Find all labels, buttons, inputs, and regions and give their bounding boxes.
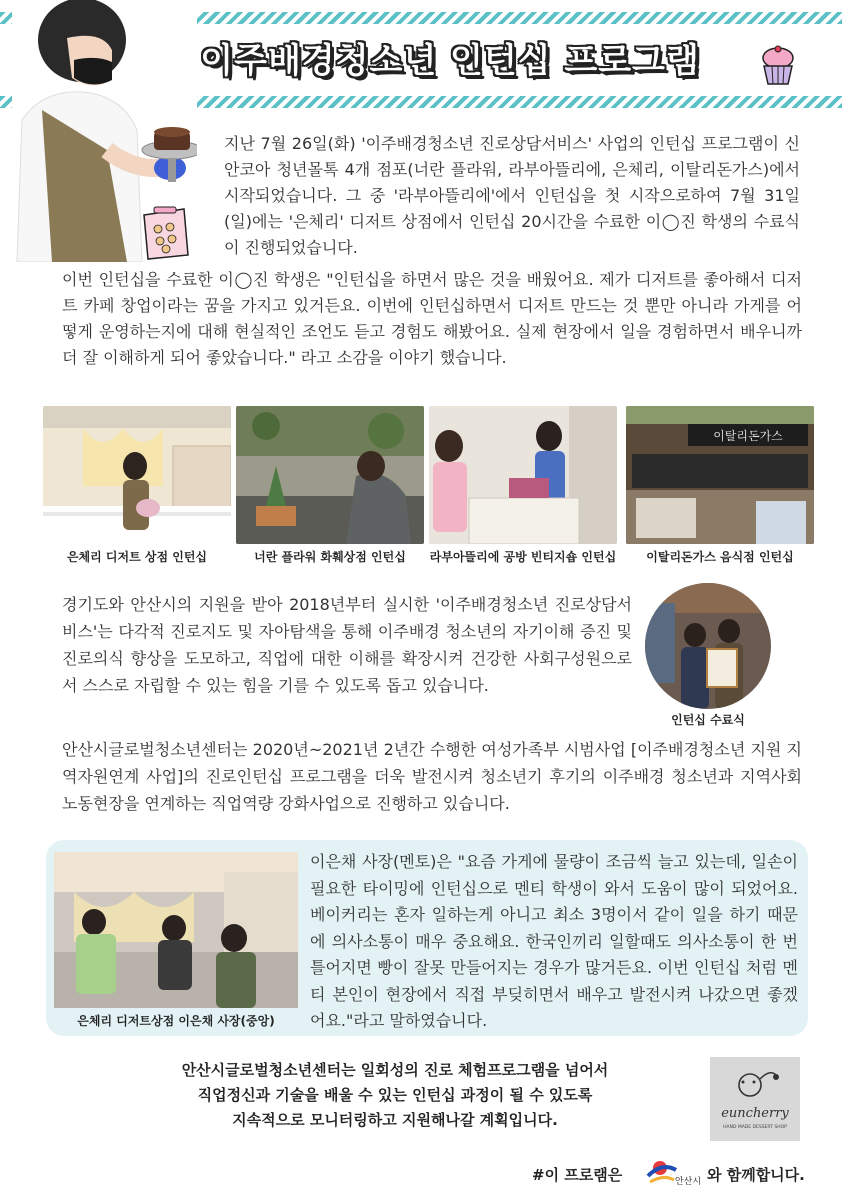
cupcake-icon xyxy=(758,44,798,86)
mentor-photo-caption: 은체리 디저트상점 이은채 사장(중앙) xyxy=(77,1014,275,1028)
mentor-photo xyxy=(54,852,298,1008)
photo-euncherry xyxy=(43,406,231,544)
student-quote-paragraph: 이번 인턴십을 수료한 이◯진 학생은 "인턴십을 하면서 많은 것을 배웠어요. 제가 디저트를 좋아해서 디저트 카페 창업이라는 꿈을 가지고 있거든요. 이번에 인턴십하면서 디저트 만드는 것 뿐만 아니라 가게를 어떻게 운영하는지에 대해 현실적인 조언도 듣고 경험도 해봤어요. 실제 현장에서 일을 경험하면서 배우니까 더 잘 이해하게 되어 좋았습니다." 라고 소감을 이야기 했습니다. xyxy=(62,270,802,367)
ansan-city-logo xyxy=(644,1154,704,1190)
photo-caption-italy-donkatsu: 이탈리돈가스 음식점 인턴십 xyxy=(646,550,794,564)
closing-line-3: 지속적으로 모니터링하고 지원해나갈 계획입니다. xyxy=(232,1111,558,1129)
closing-line-1: 안산시글로벌청소년센터는 일회성의 진로 체험프로그램을 넘어서 xyxy=(181,1061,609,1079)
photo-caption-atelier: 라부아뜰리에 공방 빈티지숍 인턴십 xyxy=(429,550,617,564)
mentor-quote-paragraph: 이은채 사장(멘토)은 "요즘 가게에 물량이 조금씩 늘고 있는데, 일손이 필요한 타이밍에 인턴십으로 멘티 학생이 와서 도움이 많이 되었어요. 베이커리는 혼자 일하는게 아니고 최소 3명이서 같이 일을 하기 때문에 의사소통이 매우 중요해요. 한국인끼리 일할때도 의사소통이 한 번 틀어지면 빵이 잘못 만들어지는 경우가 많거든요. 이번 인턴십 처럼 멘티 본인이 현장에서 직접 부딪히면서 배우고 발전시켜 나갔으면 좋겠어요."라고 말하였습니다. xyxy=(310,852,798,1030)
ansan-city-label: 안산시 xyxy=(674,1177,702,1187)
certificate-ceremony-photo xyxy=(645,583,771,709)
footer-prefix: #이 프로램은 xyxy=(532,1166,623,1184)
photo-italy-donkatsu xyxy=(626,406,814,544)
center-description-paragraph: 안산시글로벌청소년센터는 2020년~2021년 2년간 수행한 여성가족부 시범사업 [이주배경청소년 지원 지역자원연계 사업]의 진로인턴십 프로그램을 더욱 발전시켜 청소년기 후기의 이주배경 청소년과 지역사회 노동현장을 연계하는 직업역량 강화사업으로 진행하고 있습니다. xyxy=(62,740,802,813)
intro-paragraph: 지난 7월 26일(화) '이주배경청소년 진로상담서비스' 사업의 인턴십 프로그램이 신안코아 청년몰톡 4개 점포(너란 플라워, 라부아뜰리에, 은체리, 이탈리돈가스)에서 시작되었습니다. 그 중 '라부아뜰리에'에서 인턴십을 첫 시작으로하여 7월 31일(일)에는 '은체리' 디저트 상점에서 인턴십 20시간을 수료한 이◯진 학생의 수료식이 진행되었습니다. xyxy=(224,134,800,257)
closing-statement xyxy=(130,1058,660,1133)
euncherry-logo-text: euncherry xyxy=(721,1106,789,1121)
footer-suffix: 와 함께합니다. xyxy=(707,1166,805,1184)
certificate-caption: 인턴십 수료식 xyxy=(671,713,745,727)
program-description-paragraph: 경기도와 안산시의 지원을 받아 2018년부터 실시한 '이주배경청소년 진로상담서비스'는 다각적 진로지도 및 자아탐색을 통해 이주배경 청소년의 자기이해 증진 및 진로의식 향상을 도모하고, 직업에 대한 이해를 확장시켜 건강한 사회구성원으로서 스스로 자립할 수 있는 힘을 기를 수 있도록 돕고 있습니다. xyxy=(62,595,632,695)
photo-flower-shop xyxy=(236,406,424,544)
photo-caption-flower-shop: 너란 플라워 화훼상점 인턴십 xyxy=(254,550,406,564)
euncherry-logo-subtext: HAND MADE DESSERT SHOP xyxy=(723,1125,787,1130)
photo-atelier xyxy=(429,406,617,544)
cookie-box-icon xyxy=(140,205,192,261)
shop-sign-text: 이탈리돈가스 xyxy=(713,429,783,443)
photo-caption-euncherry: 은체리 디저트 상점 인턴십 xyxy=(66,550,208,564)
euncherry-logo xyxy=(710,1057,800,1141)
closing-line-2: 직업정신과 기술을 배울 수 있는 인턴십 과정이 될 수 있도록 xyxy=(197,1086,593,1104)
page-title: 이주배경청소년 인턴십 프로그램 xyxy=(200,41,700,81)
